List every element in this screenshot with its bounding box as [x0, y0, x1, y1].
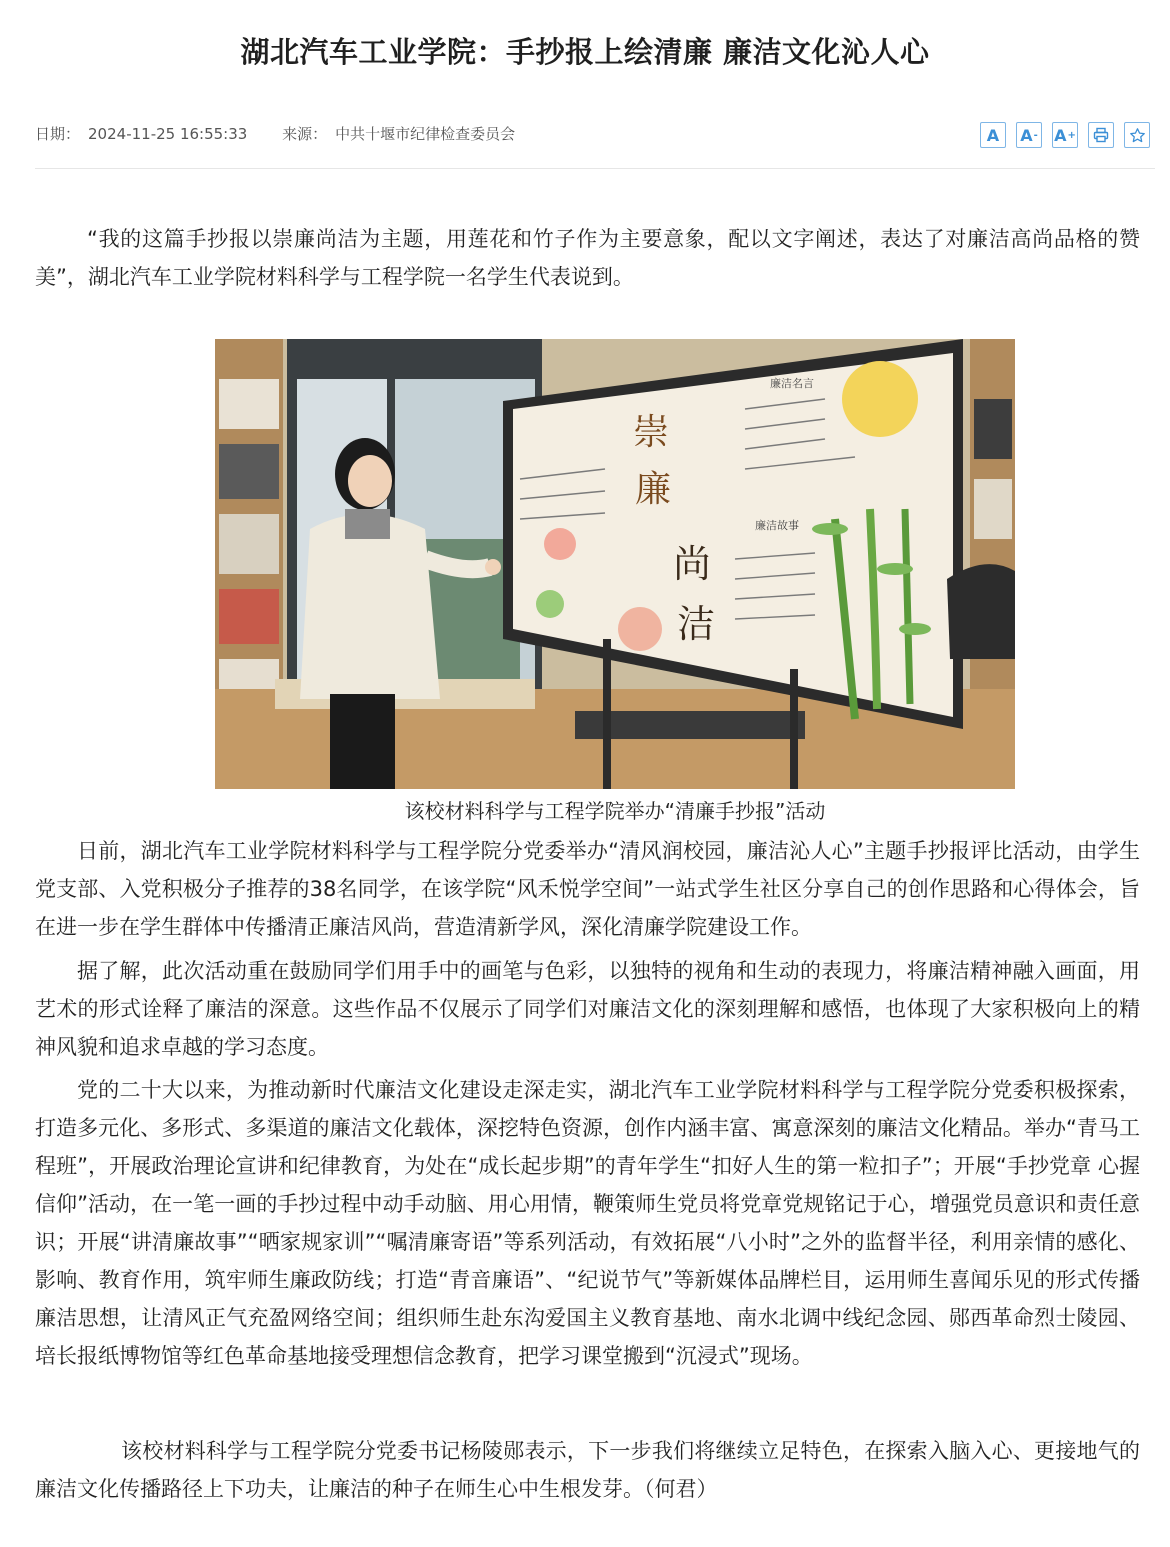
font-reset-icon: A — [986, 125, 1000, 145]
intro-paragraph: “我的这篇手抄报以崇廉尚洁为主题，用莲花和竹子作为主要意象，配以文字阐述，表达了对廉洁高尚品格的赞美”，湖北汽车工业学院材料科学与工程学院一名学生代表说到。 — [35, 227, 1140, 289]
date-label: 日期： — [35, 125, 81, 143]
poster-char-2: 廉 — [635, 469, 672, 510]
font-decrease-icon: A — [1020, 125, 1033, 145]
activity-photo — [215, 339, 1015, 789]
activity-photo-illustration — [215, 339, 1015, 789]
favorite-button[interactable] — [1124, 122, 1150, 148]
date-value: 2024-11-25 16:55:33 — [88, 125, 248, 143]
article-toolbar — [980, 122, 1150, 148]
print-button[interactable] — [1088, 122, 1114, 148]
plus-sign: + — [1067, 129, 1076, 141]
poster-char-1: 崇 — [633, 412, 670, 453]
header-divider — [35, 168, 1155, 169]
font-reset-button[interactable] — [980, 122, 1006, 148]
body-paragraph-4: 该校材料科学与工程学院分党委书记杨陵郧表示，下一步我们将继续立足特色，在探索入脑入心、更接地气的廉洁文化传播路径上下功夫，让廉洁的种子在师生心中生根发芽。（何君） — [35, 1439, 1140, 1501]
poster-char-4: 洁 — [677, 602, 716, 646]
source-value: 中共十堰市纪律检查委员会 — [335, 125, 516, 143]
article-meta — [35, 123, 545, 144]
article-title: 湖北汽车工业学院：手抄报上绘清廉 廉洁文化沁人心 — [240, 35, 930, 69]
minus-sign: - — [1033, 129, 1038, 141]
body-paragraph-3: 党的二十大以来，为推动新时代廉洁文化建设走深走实，湖北汽车工业学院材料科学与工程学院分党委积极探索，打造多元化、多形式、多渠道的廉洁文化载体，深挖特色资源，创作内涵丰富、寓意深刻的廉洁文化精品。举办“青马工程班”，开展政治理论宣讲和纪律教育，为处在“成长起步期”的青年学生“扣好人生的第一粒扣子”；开展“手抄党章 心握信仰”活动，在一笔一画的手抄过程中动手动脑、用心用情，鞭策师生党员将党章党规铭记于心，增强党员意识和责任意识；开展“讲清廉故事”“晒家规家训”“嘱清廉寄语”等系列活动，有效拓展“八小时”之外的监督半径，利用亲情的感化、影响、教育作用，筑牢师生廉政防线；打造“青音廉语”、“纪说节气”等新媒体品牌栏目，运用师生喜闻乐见的形式传播廉洁思想，让清风正气充盈网络空间；组织师生赴东沟爱国主义教育基地、南水北调中线纪念园、郧西革命烈士陵园、培长报纸博物馆等红色革命基地接受理想信念教育，把学习课堂搬到“沉浸式”现场。 — [35, 1078, 1140, 1368]
body-paragraph-1: 日前，湖北汽车工业学院材料科学与工程学院分党委举办“清风润校园，廉洁沁人心”主题手抄报评比活动，由学生党支部、入党积极分子推荐的38名同学，在该学院“风禾悦学空间”一站式学生社区分享自己的创作思路和心得体会，旨在进一步在学生群体中传播清正廉洁风尚，营造清新学风，深化清廉学院建设工作。 — [35, 839, 1140, 939]
source-info — [282, 125, 515, 143]
source-label: 来源： — [282, 125, 328, 143]
photo-caption: 该校材料科学与工程学院举办“清廉手抄报”活动 — [404, 799, 826, 823]
font-decrease-button[interactable] — [1016, 122, 1042, 148]
font-increase-button[interactable] — [1052, 122, 1078, 148]
font-increase-icon: A — [1054, 125, 1067, 145]
body-paragraph-2: 据了解，此次活动重在鼓励同学们用手中的画笔与色彩，以独特的视角和生动的表现力，将廉洁精神融入画面，用艺术的形式诠释了廉洁的深意。这些作品不仅展示了同学们对廉洁文化的深刻理解和感悟，也体现了大家积极向上的精神风貌和追求卓越的学习态度。 — [35, 959, 1140, 1059]
print-icon — [1093, 127, 1109, 143]
star-icon — [1129, 127, 1146, 144]
poster-heading-1: 廉洁名言 — [770, 377, 814, 390]
poster-heading-2: 廉洁故事 — [755, 519, 799, 532]
date-info — [35, 125, 247, 143]
poster-char-3: 尚 — [673, 542, 712, 586]
